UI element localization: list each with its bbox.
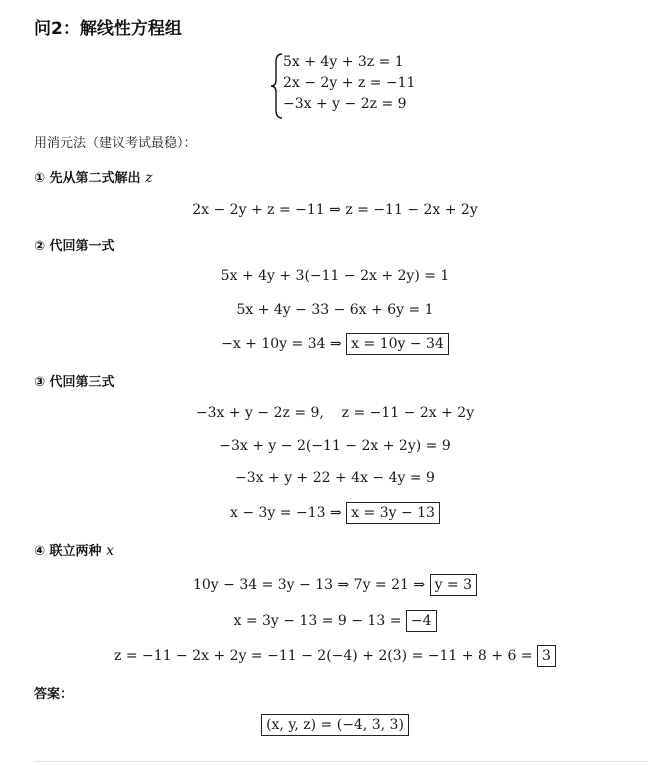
system-equation-1: 5x + 4y + 3z = 1: [283, 54, 404, 70]
answer-label: 答案：: [34, 687, 74, 702]
boxed-result-x-in-y-1: x = 10y − 34: [346, 333, 449, 355]
system-equation-2: 2x − 2y + z = −11: [283, 75, 416, 91]
step-4-variable: x: [106, 543, 114, 559]
boxed-result-x: −4: [406, 610, 437, 632]
step-3-equation-1: −3x + y − 2z = 9, z = −11 − 2x + 2y: [195, 405, 475, 421]
method-intro: 用消元法（建议考试最稳）：: [34, 136, 197, 151]
step-4-equation-3: z = −11 − 2x + 2y = −11 − 2(−4) + 2(3) = −11 + 8 + 6 = 3: [0, 645, 670, 667]
step-4-equation-1: 10y − 34 = 3y − 13 ⇒ 7y = 21 ⇒ y = 3: [0, 574, 670, 596]
boxed-result-x-in-y-2: x = 3y − 13: [346, 502, 440, 524]
step-3-equation-2: −3x + y − 2(−11 − 2x + 2y) = 9: [219, 438, 451, 454]
step-4-equation-2: x = 3y − 13 = 9 − 13 = −4: [0, 610, 670, 632]
step-2-equation-1: 5x + 4y + 3(−11 − 2x + 2y) = 1: [220, 268, 450, 284]
boxed-result-z: 3: [537, 645, 556, 667]
left-brace-icon: [270, 52, 284, 120]
question-heading: 问2：解线性方程组: [34, 19, 182, 39]
step-1-equation-1: 2x − 2y + z = −11 ⇒ z = −11 − 2x + 2y: [192, 202, 478, 218]
step-4-title: ④ 联立两种 x: [34, 543, 114, 559]
step-3-title: ③ 代回第三式: [34, 375, 115, 390]
boxed-result-y: y = 3: [430, 574, 477, 596]
step-3-equation-4: x − 3y = −13 ⇒ x = 3y − 13: [0, 502, 670, 524]
step-2-equation-2: 5x + 4y − 33 − 6x + 6y = 1: [236, 302, 434, 318]
system-equation-3: −3x + y − 2z = 9: [283, 96, 407, 112]
divider: [34, 761, 647, 762]
step-2-title: ② 代回第一式: [34, 239, 115, 254]
final-answer: [0, 714, 670, 736]
step-2-equation-3: −x + 10y = 34 ⇒ x = 10y − 34: [0, 333, 670, 355]
step-1-title: ① 先从第二式解出 z: [34, 170, 153, 186]
boxed-final-answer: (x, y, z) = (−4, 3, 3): [261, 714, 409, 736]
step-1-variable: z: [145, 170, 153, 186]
step-3-equation-3: −3x + y + 22 + 4x − 4y = 9: [235, 470, 435, 486]
